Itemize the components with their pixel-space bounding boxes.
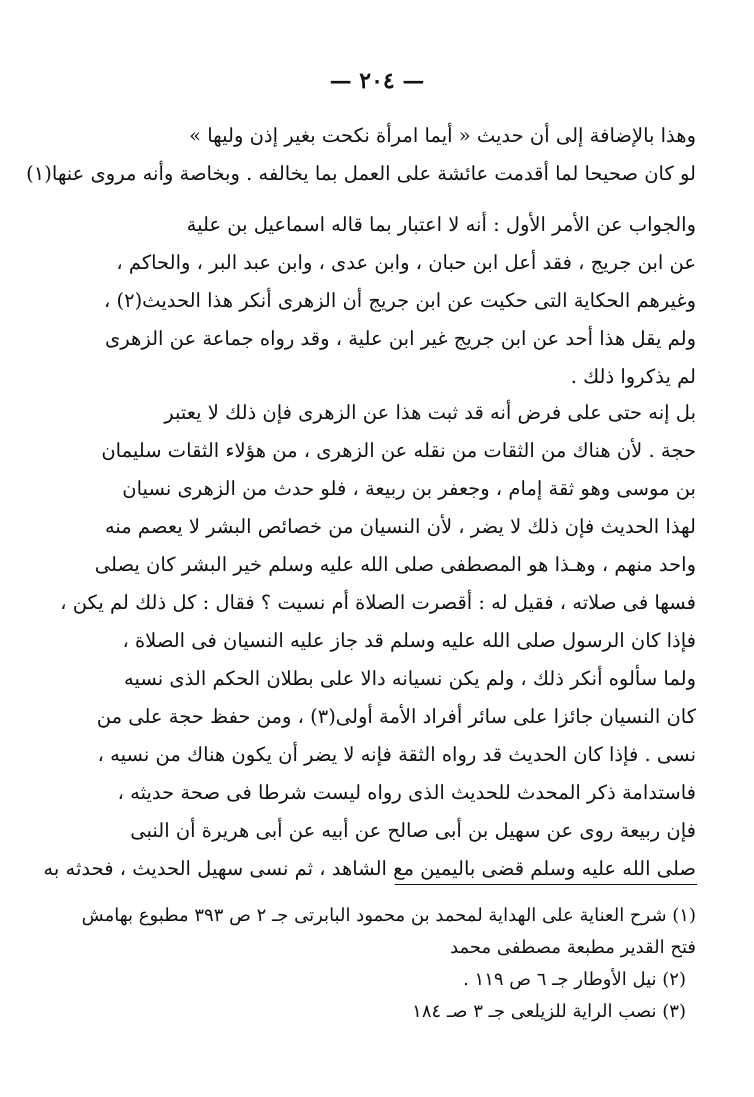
text-line: صلى الله عليه وسلم قضى باليمين مع الشاهد ، ثم نسى سهيل الحديث ، فحدثه به (43, 857, 696, 880)
text-line: عن ابن جريج ، فقد أعل ابن حبان ، وابن عدى ، وابن عبد البر ، والحاكم ، (116, 251, 696, 274)
footnotes (56, 900, 696, 1028)
footnote-1: (١) شرح العناية على الهداية لمحمد بن محمود البابرتى جـ ٢ ص ٣٩٣ مطبوع بهامش (81, 905, 696, 926)
text-line: وغيرهم الحكاية التى حكيت عن ابن جريج أن الزهرى أنكر هذا الحديث(٢) ، (103, 289, 696, 312)
text-line: بن موسى وهو ثقة إمام ، وجعفر بن ربيعة ، فلو حدث من الزهرى نسيان (122, 477, 696, 500)
text-line: فسها فى صلاته ، فقيل له : أقصرت الصلاة أم نسيت ؟ فقال : كل ذلك لم يكن ، (60, 591, 696, 614)
text-line: لم يذكروا ذلك . (570, 365, 696, 388)
text-line: وهذا بالإضافة إلى أن حديث « أيما امرأة نكحت بغير إذن وليها » (189, 124, 696, 147)
text-line: واحد منهم ، وهـذا هو المصطفى صلى الله عليه وسلم خير البشر كان يصلى (94, 553, 696, 576)
footnote-1-continued: فتح القدير مطبعة مصطفى محمد (450, 937, 696, 958)
text-line: فاستدامة ذكر المحدث للحديث الذى رواه ليست شرطا فى صحة حديثه ، (117, 781, 696, 804)
text-line: فإذا كان الرسول صلى الله عليه وسلم قد جاز عليه النسيان فى الصلاة ، (122, 629, 696, 652)
text-line: نسى . فإذا كان الحديث قد رواه الثقة فإنه لا يضر أن يكون هناك من نسيه ، (97, 743, 696, 766)
paragraph-3 (43, 394, 696, 888)
text-line: حجة . لأن هناك من الثقات من نقله عن الزهرى ، من هؤلاء الثقات سليمان (101, 439, 696, 462)
text-line: ولم يقل هذا أحد عن ابن جريج غير ابن علية ، وقد رواه جماعة عن الزهرى (105, 327, 696, 350)
text-line: لو كان صحيحا لما أقدمت عائشة على العمل بما يخالفه . وبخاصة وأنه مروى عنها(١) (26, 162, 696, 185)
text-line: لهذا الحديث فإن ذلك لا يضر ، لأن النسيان من خصائص البشر لا يعصم منه (104, 515, 696, 538)
footnote-2: (٢) نيل الأوطار جـ ٦ ص ١١٩ . (463, 969, 686, 990)
text-line: فإن ربيعة روى عن سهيل بن أبى صالح عن أبيه عن أبى هريرة أن النبى (130, 819, 696, 842)
text-line: والجواب عن الأمر الأول : أنه لا اعتبار بما قاله اسماعيل بن علية (186, 213, 696, 236)
text-line: بل إنه حتى على فرض أنه قد ثبت هذا عن الزهرى فإن ذلك لا يعتبر (164, 401, 696, 424)
footnote-3: (٣) نصب الراية للزيلعى جـ ٣ صـ ١٨٤ (412, 1001, 686, 1022)
text-line: ولما سألوه أنكر ذلك ، ولم يكن نسيانه دالا على بطلان الحكم الذى نسيه (124, 667, 696, 690)
footnote-separator (395, 884, 697, 885)
paragraph-2 (56, 206, 696, 396)
page-number: — ٢٠٤ — (329, 68, 425, 94)
text-line: كان النسيان جائزا على سائر أفراد الأمة أولى(٣) ، ومن حفظ حجة على من (96, 705, 696, 728)
paragraph-1 (26, 117, 696, 193)
